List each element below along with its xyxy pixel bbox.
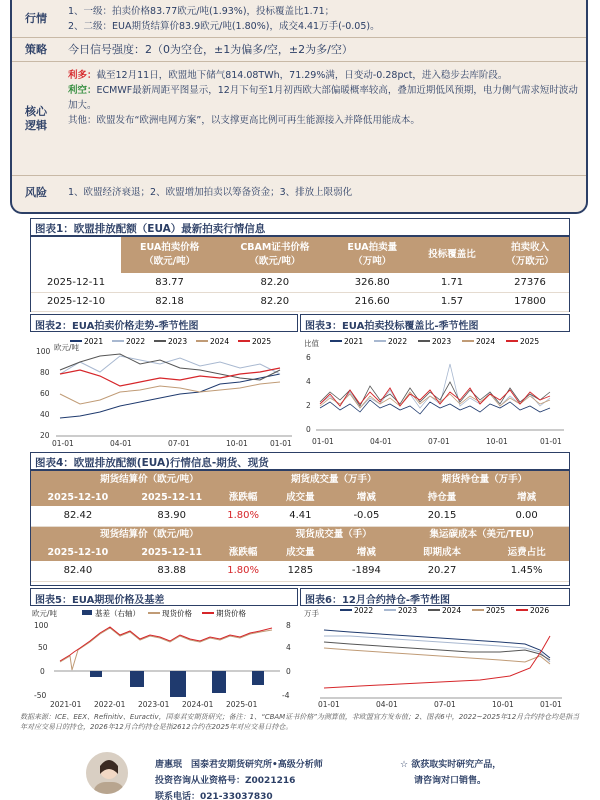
svg-text:2026: 2026: [530, 606, 550, 615]
svg-text:10-01: 10-01: [226, 439, 248, 448]
series-2023-line: [320, 382, 550, 406]
series-2022-line: [324, 630, 550, 658]
svg-text:2022: 2022: [388, 337, 408, 346]
row-label-risk: 风险: [25, 186, 47, 199]
svg-text:2021-01: 2021-01: [50, 700, 82, 709]
svg-text:2024-01: 2024-01: [182, 700, 214, 709]
svg-text:4: 4: [286, 643, 291, 652]
series-2024-line: [60, 382, 280, 404]
svg-text:80: 80: [40, 368, 50, 377]
svg-text:20: 20: [40, 431, 50, 440]
chart2-x-axis: [52, 439, 292, 448]
chart5-unit: 欧元/吨: [32, 609, 58, 618]
svg-text:0: 0: [286, 667, 291, 676]
chart3-seasonal-cover: [300, 334, 570, 448]
basis-bar: [90, 671, 102, 677]
analyst-avatar: [84, 750, 130, 796]
chart5-y-left: [34, 621, 49, 700]
risk-line: 1、欧盟经济衰退；2、欧盟增加拍卖以筹备资金；3、排放上限弱化: [68, 187, 353, 198]
summary-row-strategy: [12, 38, 586, 62]
svg-text:2022: 2022: [354, 606, 374, 615]
other-paragraph: 其他：欧盟发布“欧洲电网方案”，以支撑更高比例可再生能源接入并降低用能成本。: [68, 115, 420, 126]
data-source-note: 数据来源：ICE、EEX、Refinitiv、Euractiv，国泰君安期货研究；备注：1、“CBAM证书价格”为测算值，非欧盟官方发布值；2、图表6中，2022~2025年12月合约持仓均是指当年对应交易日的持仓，2026年12月合约持仓是指2612合约在2025年对应交易日持仓。: [20, 713, 580, 731]
chart3-x-axis: [312, 437, 562, 446]
svg-text:2023-01: 2023-01: [138, 700, 170, 709]
svg-text:-4: -4: [282, 691, 290, 700]
svg-text:2025: 2025: [252, 337, 272, 346]
summary-row-risk: [12, 176, 586, 210]
svg-text:-50: -50: [34, 691, 47, 700]
chart2-lines: [60, 354, 280, 418]
series-2026-line: [324, 636, 550, 688]
svg-text:04-01: 04-01: [376, 700, 398, 709]
t4-g1-futures-price: 期货结算价（欧元/吨）: [31, 471, 268, 489]
chart2-unit: 欧元/吨: [54, 343, 80, 352]
chart6-x-axis: [318, 700, 562, 709]
svg-text:2021: 2021: [344, 337, 364, 346]
svg-text:04-01: 04-01: [110, 439, 132, 448]
analyst-phone: 联系电话：021-33037830: [155, 792, 273, 800]
table-row: 82.40 83.88 1.80% 1285 -1894 20.27 1.45%: [31, 561, 569, 581]
analyst-info: [155, 757, 323, 800]
market-line-1: 1、一级：拍卖价格83.77欧元/吨(1.93%)，投标覆盖比1.71；: [68, 6, 335, 17]
chart3-unit: 比值: [304, 339, 319, 348]
t1-header-revenue: 拍卖收入 （万欧元）: [491, 237, 569, 273]
svg-text:2023: 2023: [432, 337, 452, 346]
t1-header-cbam: CBAM证书价格 （欧元/吨）: [218, 237, 331, 273]
chart6-legend: [340, 606, 549, 615]
svg-text:2025: 2025: [520, 337, 540, 346]
t4-g2-spot-price: 现货结算价（欧元/吨）: [31, 526, 268, 544]
summary-row-logic: [12, 62, 586, 176]
t1-header-volume: EUA拍卖量 （万吨）: [331, 237, 413, 273]
svg-text:2023: 2023: [398, 606, 418, 615]
bear-paragraph: [68, 83, 580, 113]
svg-text:07-01: 07-01: [168, 439, 190, 448]
svg-text:0: 0: [306, 425, 311, 434]
svg-text:07-01: 07-01: [434, 700, 456, 709]
row-label-logic: 核心逻辑: [25, 104, 47, 132]
basis-bar: [170, 671, 186, 697]
chart5-title: 图表5：EUA期现价格及基差: [35, 595, 165, 606]
t4-g1-futures-volume: 期货成交量（万手）: [268, 471, 400, 489]
row-label-market: 行情: [25, 11, 47, 25]
bull-text: 截至12月11日，欧盟地下储气814.08TWh，71.29%满，日变动-0.28pct，进入稳步去库阶段。: [96, 70, 508, 81]
svg-text:2025: 2025: [486, 606, 506, 615]
series-2022-line: [60, 356, 280, 374]
svg-text:01-01: 01-01: [270, 439, 292, 448]
series-2025-line: [60, 368, 280, 386]
svg-text:01-01: 01-01: [318, 700, 340, 709]
svg-text:8: 8: [286, 621, 291, 630]
svg-text:2024: 2024: [210, 337, 230, 346]
t4-g1-futures-oi: 期货持仓量（万手）: [400, 471, 569, 489]
chart5-basis: [30, 606, 298, 710]
chart2-legend: [70, 337, 271, 346]
chart2-y-axis: [36, 347, 51, 440]
series-futures-price-line: [60, 627, 272, 661]
person-icon: [86, 752, 130, 796]
table4-title: 图表4：欧盟排放配额(EUA)行情信息-期货、现货: [35, 457, 269, 469]
t1-header-cover: 投标覆盖比: [413, 237, 491, 273]
series-2021-line: [60, 374, 280, 418]
svg-text:60: 60: [40, 389, 50, 398]
chart5-y-right: [282, 621, 291, 700]
bull-tag: 利多：: [68, 70, 97, 81]
basis-bar: [212, 671, 226, 693]
svg-text:2023: 2023: [168, 337, 188, 346]
svg-text:04-01: 04-01: [370, 437, 392, 446]
chart3-lines: [320, 364, 550, 414]
t1-header-price: EUA拍卖价格 （欧元/吨）: [121, 237, 218, 273]
table-row: 2025-12-10 82.18 82.20 216.60 1.57 17800: [31, 292, 569, 311]
svg-text:2021: 2021: [84, 337, 104, 346]
chart3-title: 图表3：EUA拍卖投标覆盖比-季节性图: [305, 321, 479, 332]
table4: 期货结算价（欧元/吨） 期货成交量（万手） 期货持仓量（万手） 2025-12-10 2025-12-11 涨跌幅 成交量 增减 持仓量 增减 82.42 83.90 1.80% 4.41 -0.05 20.15 0.00 现货结算价（欧元/吨） 现货成交量（手） 集运碳成本（美元/TEU） 2025-12-10 2025-12-11 涨跌幅 成交量 增减 即期成本 运费占比 82.40 83.88 1.80% 1285 -1894 20.27 1.45%: [30, 470, 570, 586]
bear-tag: 利空：: [68, 85, 97, 96]
analyst-license: 投资咨询从业资格号：Z0021216: [155, 776, 296, 786]
chart6-dec-oi: [300, 606, 570, 710]
svg-text:40: 40: [40, 410, 50, 419]
svg-text:01-01: 01-01: [312, 437, 334, 446]
svg-text:期货价格: 期货价格: [216, 609, 246, 618]
svg-text:6: 6: [306, 353, 311, 362]
svg-text:100: 100: [36, 347, 51, 356]
chart6-lines: [324, 630, 550, 688]
summary-card: [10, 0, 588, 214]
contact-sales-note: ☆ 欲获取实时研究产品， 请咨询对口销售。: [400, 760, 502, 786]
chart6-unit: 万手: [304, 609, 319, 618]
basis-bar: [130, 671, 144, 687]
chart5-x-axis: [50, 700, 258, 709]
chart2-seasonal-price: [30, 334, 298, 448]
svg-text:4: 4: [306, 377, 311, 386]
bear-text: ECMWF最新周距平图显示，12月下旬至1月初西欧大部偏暖概率较高，叠加近期低风预期，电力侧气需求短时波动加大。: [68, 85, 578, 111]
chart2-title-box: [30, 314, 298, 332]
svg-text:07-01: 07-01: [428, 437, 450, 446]
table-row: 2025-12-11 83.77 82.20 326.80 1.71 27376: [31, 273, 569, 292]
chart5-legend: [82, 608, 246, 618]
series-spot-price-line: [60, 628, 272, 670]
chart6-title-box: [300, 588, 570, 606]
table-row: 82.42 83.90 1.80% 4.41 -0.05 20.15 0.00: [31, 506, 569, 526]
strategy-line: 今日信号强度：2（0为空仓，±1为偏多/空，±2为多/空）: [68, 43, 353, 56]
series-2021-line: [320, 400, 550, 414]
chart2-title: 图表2：EUA拍卖价格走势-季节性图: [35, 321, 199, 332]
row-label-strategy: 策略: [25, 42, 47, 56]
basis-bar: [252, 671, 264, 685]
svg-text:2024: 2024: [476, 337, 496, 346]
svg-text:01-01: 01-01: [540, 437, 562, 446]
svg-text:10-01: 10-01: [492, 700, 514, 709]
chart5-basis-bars: [90, 671, 264, 697]
analyst-name: 唐惠珉 国泰君安期货研究所•高级分析师: [155, 760, 323, 770]
chart3-legend: [330, 337, 539, 346]
table4-title-box: [30, 452, 570, 470]
svg-text:01-01: 01-01: [52, 439, 74, 448]
svg-text:10-01: 10-01: [486, 437, 508, 446]
chart5-title-box: [30, 588, 298, 606]
bull-paragraph: [68, 68, 580, 83]
svg-text:2022: 2022: [126, 337, 146, 346]
t4-g2-shipping-cost: 集运碳成本（美元/TEU）: [400, 526, 569, 544]
chart3-title-box: [300, 314, 570, 332]
table1-title-box: [30, 218, 570, 236]
table1: [30, 236, 570, 312]
summary-row-market: [12, 0, 586, 38]
svg-text:2025-01: 2025-01: [226, 700, 258, 709]
series-2025-line: [320, 388, 550, 406]
t4-g2-spot-volume: 现货成交量（手）: [268, 526, 400, 544]
svg-text:2: 2: [306, 401, 311, 410]
svg-text:0: 0: [40, 667, 45, 676]
svg-text:2022-01: 2022-01: [94, 700, 126, 709]
chart6-title: 图表6：12月合约持仓-季节性图: [305, 595, 451, 606]
svg-text:50: 50: [38, 643, 48, 652]
svg-text:基差（右轴）: 基差（右轴）: [95, 609, 140, 618]
svg-text:01-01: 01-01: [540, 700, 562, 709]
svg-text:100: 100: [34, 621, 49, 630]
chart3-y-axis: [306, 353, 311, 434]
svg-text:2024: 2024: [442, 606, 462, 615]
table1-title: 图表1：欧盟排放配额（EUA）最新拍卖行情信息: [35, 223, 266, 235]
market-line-2: 2、二级：EUA期货结算价83.9欧元/吨(1.80%)，成交4.41万手(-0.05)。: [68, 21, 380, 32]
svg-text:现货价格: 现货价格: [162, 609, 192, 618]
series-2023-line: [324, 636, 550, 662]
